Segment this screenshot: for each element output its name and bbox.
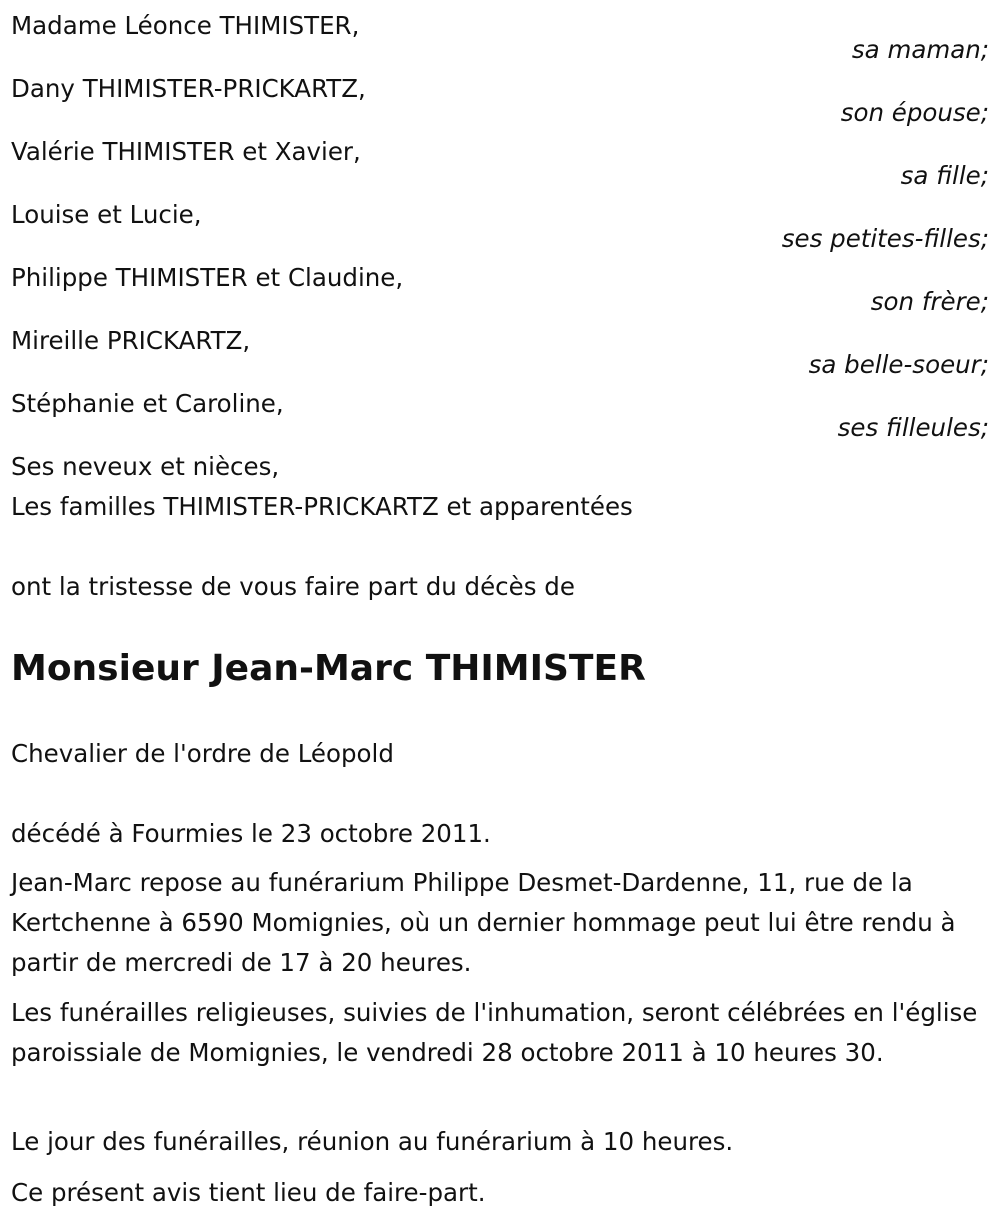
family-entry [0,315,1000,378]
family-list [0,0,1000,441]
extended-family-nephews: Ses neveux et nièces, [11,452,280,481]
family-entry [0,63,1000,126]
family-relation: sa belle-soeur; [808,350,989,379]
family-member-name: Louise et Lucie, [11,200,202,229]
family-entry [0,189,1000,252]
family-relation: son épouse; [840,98,989,127]
family-member-name: Stéphanie et Caroline, [11,389,284,418]
family-member-name: Dany THIMISTER-PRICKARTZ, [11,74,366,103]
family-member-name: Madame Léonce THIMISTER, [11,11,360,40]
family-relation: sa fille; [900,161,989,190]
deceased-name: Monsieur Jean-Marc THIMISTER [11,648,646,689]
repose-paragraph: Jean-Marc repose au funérarium Philippe Desmet-Dardenne, 11, rue de la Kertchenne à 6590 Momignies, où un dernier hommage peut lui être rendu à partir de mercredi de 17 à 20 heures. [11,868,956,977]
announcement-text: ont la tristesse de vous faire part du décès de [11,572,575,601]
family-relation: son frère; [870,287,989,316]
death-notice: décédé à Fourmies le 23 octobre 2011. [11,819,491,848]
family-member-name: Mireille PRICKARTZ, [11,326,251,355]
family-relation: ses filleules; [837,413,989,442]
family-relation: ses petites-filles; [781,224,989,253]
funeral-paragraph: Les funérailles religieuses, suivies de l'inhumation, seront célébrées en l'église paroissiale de Momignies, le vendredi 28 octobre 2011 à 10 heures 30. [11,998,978,1067]
family-member-name: Valérie THIMISTER et Xavier, [11,137,361,166]
family-relation: sa maman; [851,35,989,64]
family-entry [0,0,1000,63]
extended-family-households: Les familles THIMISTER-PRICKARTZ et apparentées [11,492,633,521]
meeting-paragraph: Le jour des funérailles, réunion au funérarium à 10 heures. [11,1127,734,1156]
family-entry [0,126,1000,189]
closing-paragraph: Ce présent avis tient lieu de faire-part. [11,1178,486,1207]
honor-title: Chevalier de l'ordre de Léopold [11,739,394,768]
family-member-name: Philippe THIMISTER et Claudine, [11,263,404,292]
family-entry [0,378,1000,441]
family-entry [0,252,1000,315]
